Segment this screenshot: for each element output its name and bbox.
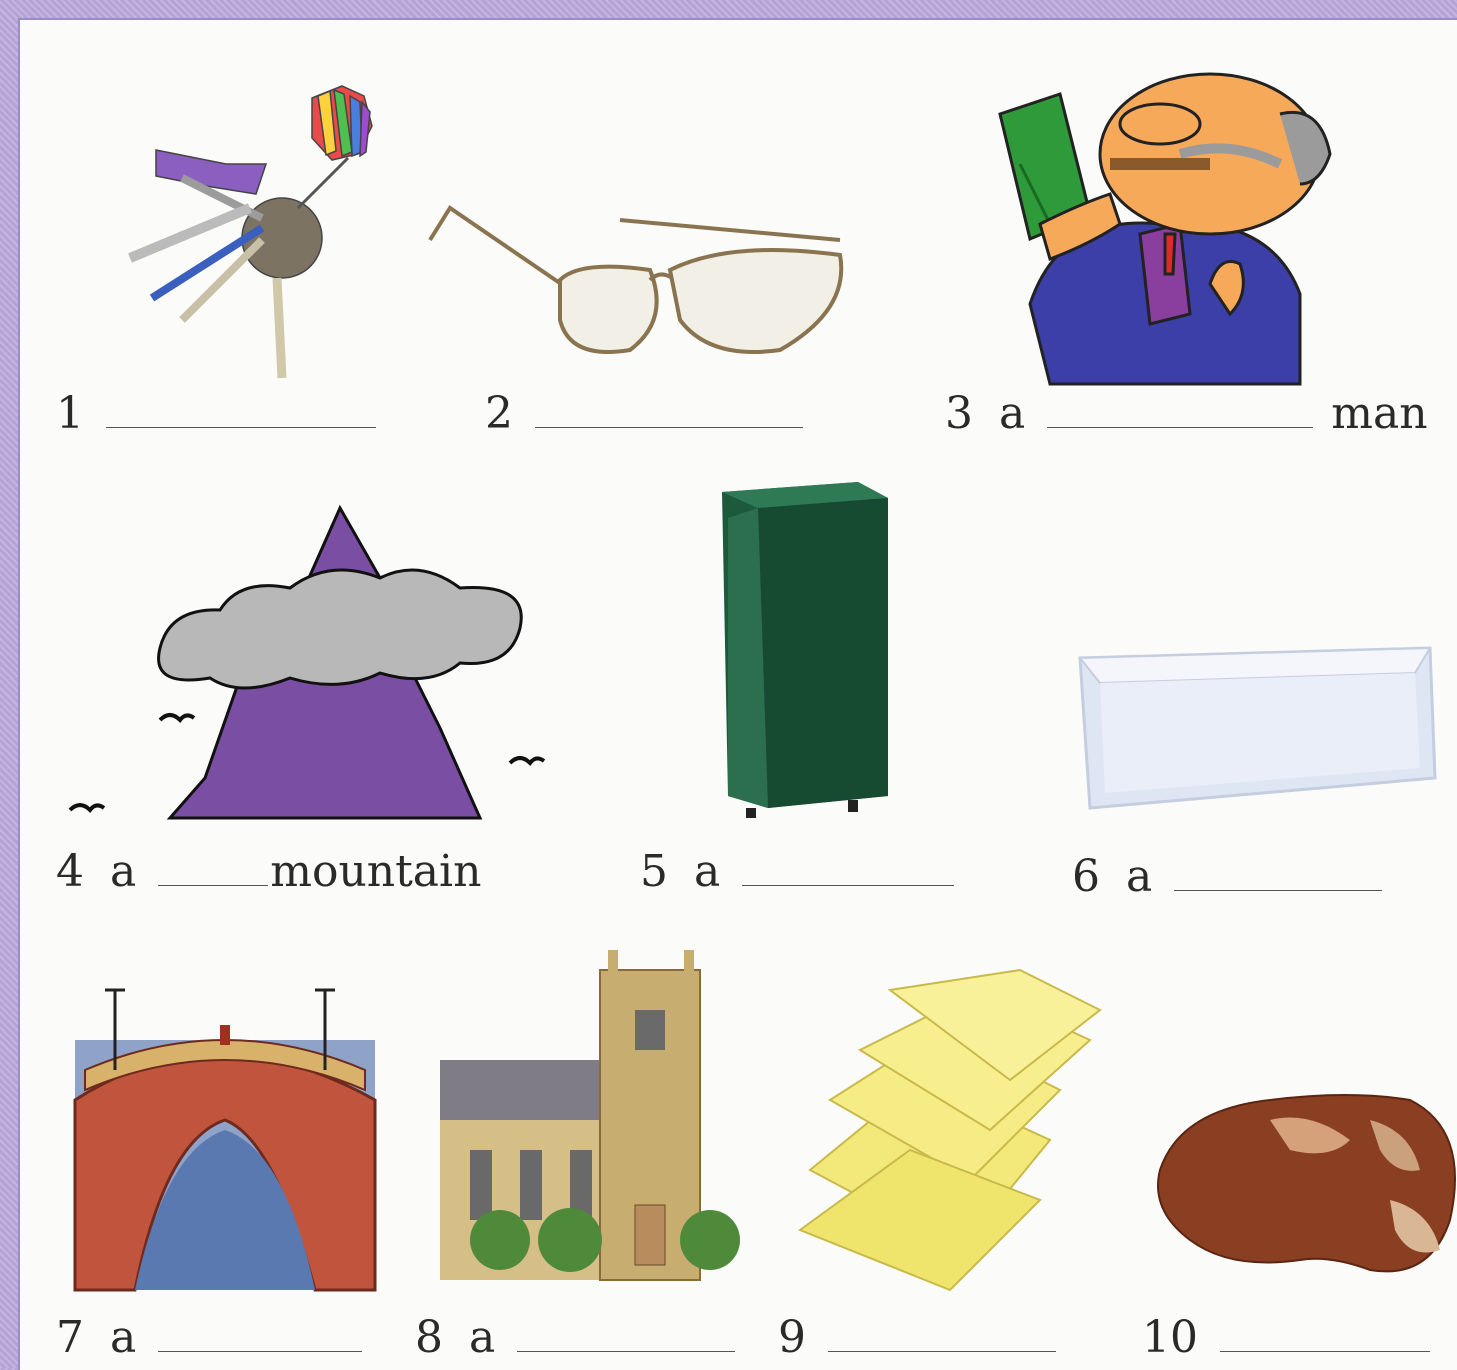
item-article: a — [110, 846, 137, 897]
item-after-text: mountain — [270, 846, 482, 897]
answer-blank[interactable] — [828, 1350, 1056, 1352]
answer-blank[interactable] — [158, 1350, 362, 1352]
answer-blank[interactable] — [1047, 426, 1313, 428]
rich-man-icon — [980, 44, 1380, 384]
bridge-icon — [75, 970, 395, 1300]
fridge-icon — [708, 478, 908, 838]
item-article: a — [110, 1312, 137, 1363]
keys-icon — [72, 58, 392, 378]
meat-icon — [1150, 1080, 1457, 1300]
answer-blank[interactable] — [1174, 889, 1382, 891]
item-article: a — [1126, 851, 1153, 902]
item-caption — [1072, 851, 1382, 902]
item-caption — [778, 1312, 1056, 1363]
item-caption — [56, 388, 376, 439]
item-caption — [945, 388, 1428, 439]
answer-blank[interactable] — [742, 884, 954, 886]
item-number: 3 — [945, 388, 973, 439]
bath-icon — [1060, 628, 1457, 828]
item-after-text: man — [1331, 388, 1428, 439]
item-number: 2 — [485, 388, 513, 439]
item-caption — [485, 388, 803, 439]
item-article: a — [469, 1312, 496, 1363]
item-number: 8 — [415, 1312, 443, 1363]
item-number: 4 — [56, 846, 84, 897]
answer-blank[interactable] — [517, 1350, 735, 1352]
item-caption — [56, 846, 482, 897]
cheese-icon — [800, 970, 1120, 1300]
item-number: 10 — [1142, 1312, 1198, 1363]
item-number: 7 — [56, 1312, 84, 1363]
item-caption — [1142, 1312, 1430, 1363]
answer-blank[interactable] — [535, 426, 803, 428]
item-number: 1 — [56, 388, 84, 439]
item-caption — [640, 846, 954, 897]
glasses-icon — [420, 200, 860, 370]
church-icon — [430, 920, 730, 1300]
item-number: 5 — [640, 846, 668, 897]
mountain-icon — [60, 498, 540, 828]
item-caption — [415, 1312, 735, 1363]
worksheet-page — [18, 18, 1457, 1370]
answer-blank[interactable] — [106, 426, 376, 428]
item-caption — [56, 1312, 362, 1363]
item-article: a — [999, 388, 1026, 439]
answer-blank[interactable] — [158, 884, 268, 886]
item-number: 6 — [1072, 851, 1100, 902]
answer-blank[interactable] — [1220, 1350, 1430, 1352]
item-article: a — [694, 846, 721, 897]
item-number: 9 — [778, 1312, 806, 1363]
